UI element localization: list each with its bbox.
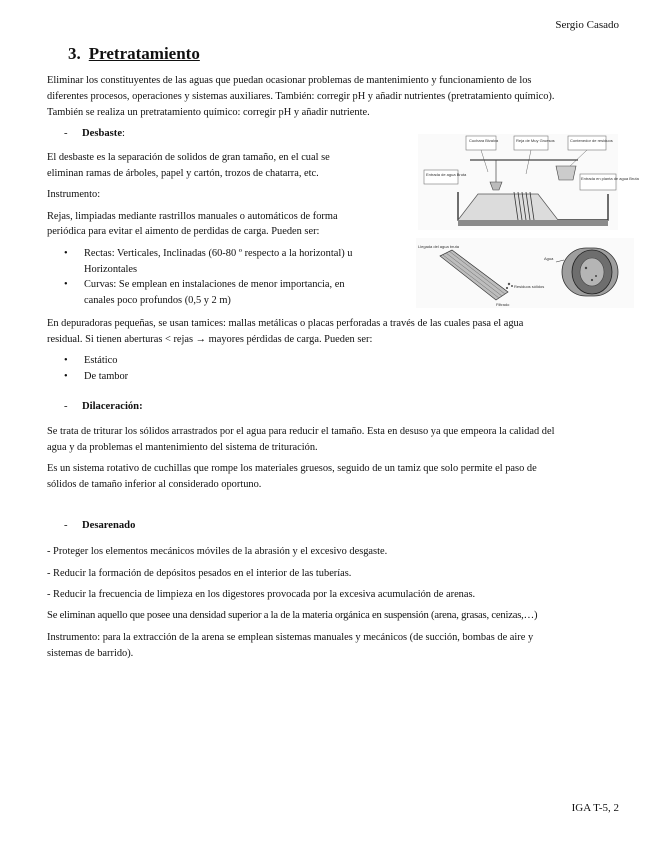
tamiz-tambor-figure	[416, 238, 634, 308]
section-number: 3.	[68, 44, 81, 63]
label-filtrado: Filtrado	[496, 302, 510, 307]
tamiz-estatico: Estático	[84, 355, 118, 366]
dilaceracion-p1-line-2: agua y da problemas el mantenimiento del sistema de trituración.	[47, 442, 318, 453]
intro-line-1: Eliminar los constituyentes de las aguas que puedan ocasionar problemas de mantenimiento y funcionamiento de los	[47, 75, 532, 86]
dash-marker: -	[64, 520, 68, 531]
desarenado-item-3: - Reducir la frecuencia de limpieza en los digestores provocada por la excesiva acumulación de arenas.	[47, 589, 476, 600]
dilaceracion-heading	[64, 401, 143, 412]
label-residuos: Residuos sólidos	[514, 284, 545, 289]
desbaste-def-line-1: El desbaste es la separación de solidos de gran tamaño, en el cual se	[47, 152, 330, 163]
rejas-rectas-line-2: Horizontales	[84, 263, 138, 275]
desarenado-instr-line-1: Instrumento: para la extracción de la arena se emplean sistemas manuales y mecánicos (de succión, bombas de aire y	[47, 632, 534, 643]
channel-floor	[458, 220, 608, 226]
dilaceracion-p2-line-1: Es un sistema rotativo de cuchillas que rompe los materiales gruesos, seguido de un tamiz que solo permite el paso de	[47, 463, 537, 474]
desarenado-heading-text: Desarenado	[82, 520, 136, 531]
dilaceracion-heading-text: Dilaceración:	[82, 401, 143, 412]
drum-inner	[580, 258, 604, 286]
desarenado-heading	[64, 520, 135, 531]
label-reja: Reja de Muy Gruesos	[516, 138, 555, 143]
tamices-line-2: residual. Si tienen aberturas < rejas → mayores pérdidas de carga. Pueden ser:	[47, 334, 373, 345]
desbaste-rejas-line-2: periódica para evitar el aimento de perdidas de carga. Pueden ser:	[47, 226, 320, 237]
section-title-text: Pretratamiento	[88, 44, 200, 63]
header-author: Sergio Casado	[555, 19, 619, 31]
desarenado-item-2: - Reducir la formación de depósitos pesados en el interior de las tuberías.	[47, 568, 352, 579]
tamiz-de-tambor: De tambor	[84, 370, 129, 382]
section-title	[68, 44, 200, 64]
dash-marker: -	[64, 128, 68, 139]
rejas-rectas-line-1: Rectas: Verticales, Inclinadas (60-80 º respecto a la horizontal) u	[84, 248, 353, 259]
reja-diagram-figure	[418, 134, 639, 230]
desbaste-def-line-2: eliminan ramas de árboles, papel y cartón, trozos de chatarra, etc.	[47, 168, 319, 179]
label-agua: Agua	[544, 256, 554, 261]
label-llegada: Llegada del agua bruta	[418, 244, 459, 249]
label-entrada: Entrada de agua Bruta	[426, 172, 467, 177]
label-contenedor: Contenedor de residuos	[570, 138, 613, 143]
waste-container	[556, 166, 576, 180]
desarenado-item-1: - Proteger los elementos mecánicos móviles de la abrasión y el excesivo desgaste.	[47, 546, 388, 557]
desbaste-heading-text: Desbaste	[82, 128, 123, 139]
label-cuchara: Cuchara Bivalva	[469, 138, 499, 143]
list-item	[64, 369, 364, 385]
desarenado-density: Se eliminan aquello que posee una densidad superior a la de la materia orgánica en suspensión (arena, grasas, cenizas,…)	[47, 610, 538, 621]
desbaste-instrument-label: Instrumento:	[47, 189, 101, 200]
dash-marker: -	[64, 401, 68, 412]
tamices-types-list	[64, 353, 364, 384]
label-entrada-planta: Entrada en planta de agua Bruta	[581, 176, 639, 181]
intro-line-3: También se realiza un pretratamiento químico: corregir pH y añadir nutriente.	[47, 107, 370, 118]
desarenado-instr-line-2: sistemas de barrido).	[47, 648, 134, 659]
rejas-curvas-line-1: Curvas: Se emplean en instalaciones de menor importancia, en	[84, 279, 345, 291]
desbaste-heading-colon: :	[122, 128, 125, 139]
footer-page-label: IGA T-5, 2	[571, 802, 619, 814]
list-item	[64, 353, 364, 369]
list-item	[64, 246, 394, 277]
dilaceracion-p2-line-2: sólidos de tamaño inferior al considerado oportuno.	[47, 479, 262, 490]
list-item	[64, 277, 394, 308]
rejas-curvas-line-2: canales poco profundos (0,5 y 2 m)	[84, 294, 231, 306]
desbaste-rejas-line-1: Rejas, limpiadas mediante rastrillos manuales o automáticos de forma	[47, 211, 338, 222]
intro-line-2: diferentes procesos, operaciones y sistemas auxiliares. También: corregir pH y añadir nutrientes (pretratamiento químico).	[47, 91, 555, 102]
tamices-line-1: En depuradoras pequeñas, se usan tamices: mallas metálicas o placas perforadas a través de las cuales pasa el agua	[47, 318, 524, 329]
dilaceracion-p1-line-1: Se trata de triturar los sólidos arrastrados por el agua para reducir el tamaño. Esta en desuso ya que empeora la calidad del	[47, 426, 555, 437]
rejas-types-list	[64, 246, 394, 308]
desbaste-heading	[64, 128, 125, 139]
